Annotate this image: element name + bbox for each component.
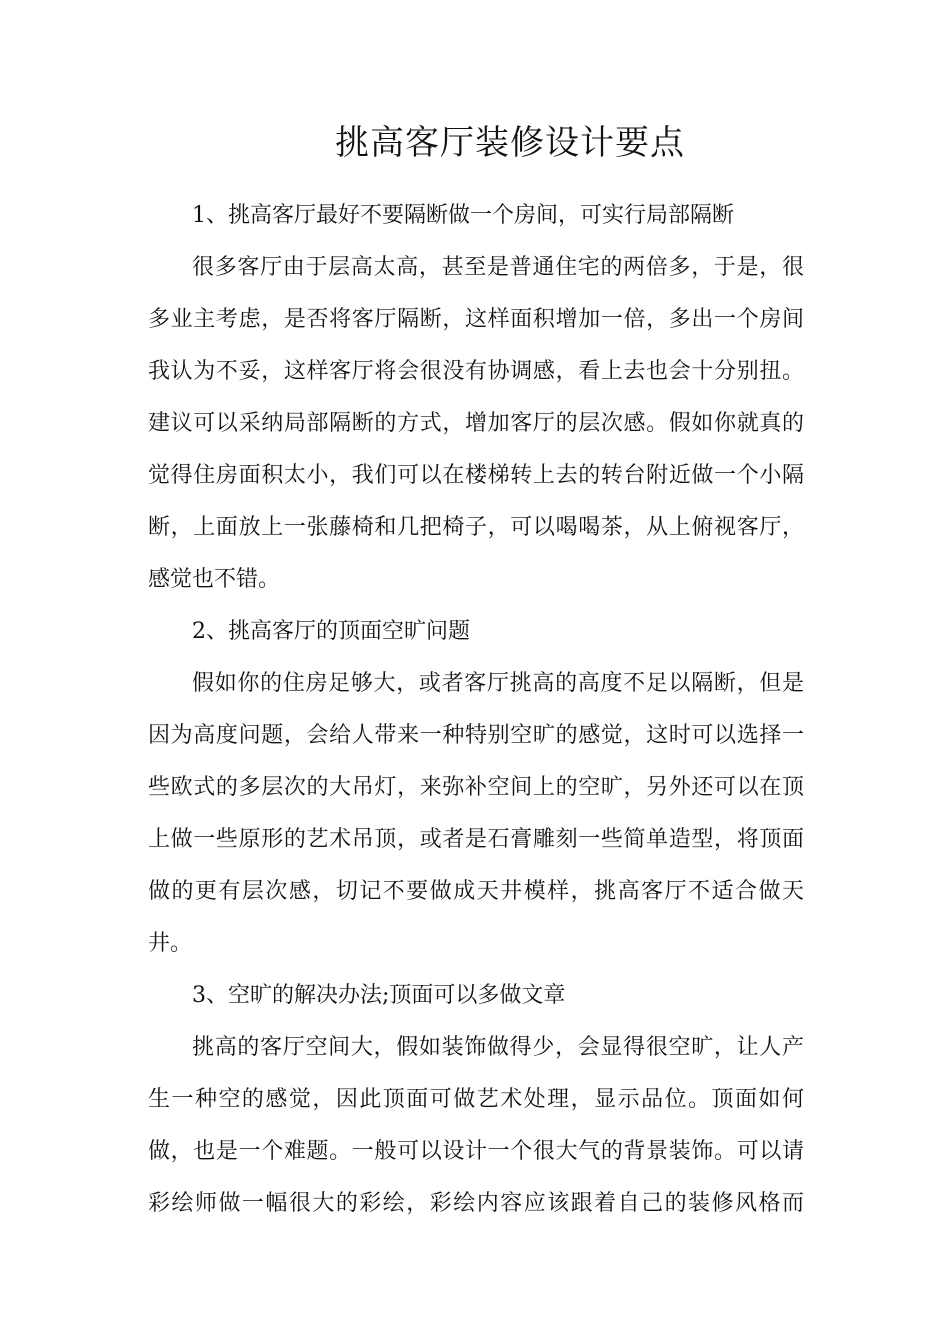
paragraph-line: 挑高的客厅空间大，假如装饰做得少，会显得很空旷，让人产 (192, 1035, 804, 1060)
heading-1: 1、挑高客厅最好不要隔断做一个房间，可实行局部隔断 (192, 203, 734, 228)
paragraph-line: 我认为不妥，这样客厅将会很没有协调感，看上去也会十分别扭。 (148, 359, 804, 384)
paragraph-line: 做的更有层次感，切记不要做成天井模样，挑高客厅不适合做天 (148, 879, 804, 904)
paragraph-line: 井。 (148, 931, 193, 956)
paragraph-line: 感觉也不错。 (148, 567, 281, 592)
heading-3: 3、空旷的解决办法;顶面可以多做文章 (192, 983, 566, 1008)
paragraph-line: 因为高度问题，会给人带来一种特别空旷的感觉，这时可以选择一 (148, 723, 804, 748)
heading-2: 2、挑高客厅的顶面空旷问题 (192, 619, 470, 644)
paragraph-line: 很多客厅由于层高太高，甚至是普通住宅的两倍多，于是，很 (192, 255, 804, 280)
paragraph-line: 些欧式的多层次的大吊灯，来弥补空间上的空旷，另外还可以在顶 (148, 775, 804, 800)
paragraph-line: 上做一些原形的艺术吊顶，或者是石膏雕刻一些简单造型，将顶面 (148, 827, 804, 852)
paragraph-line: 断，上面放上一张藤椅和几把椅子，可以喝喝茶，从上俯视客厅， (148, 515, 804, 540)
paragraph-line: 多业主考虑，是否将客厅隔断，这样面积增加一倍，多出一个房间 (148, 307, 804, 332)
paragraph-line: 彩绘师做一幅很大的彩绘，彩绘内容应该跟着自己的装修风格而 (148, 1191, 804, 1216)
paragraph-line: 建议可以采纳局部隔断的方式，增加客厅的层次感。假如你就真的 (148, 411, 804, 436)
paragraph-line: 觉得住房面积太小，我们可以在楼梯转上去的转台附近做一个小隔 (148, 463, 804, 488)
paragraph-line: 生一种空的感觉，因此顶面可做艺术处理，显示品位。顶面如何 (148, 1087, 804, 1112)
paragraph-line: 假如你的住房足够大，或者客厅挑高的高度不足以隔断，但是 (192, 671, 804, 696)
document-title: 挑高客厅装修设计要点 (335, 123, 685, 163)
paragraph-line: 做，也是一个难题。一般可以设计一个很大气的背景装饰。可以请 (148, 1139, 804, 1164)
